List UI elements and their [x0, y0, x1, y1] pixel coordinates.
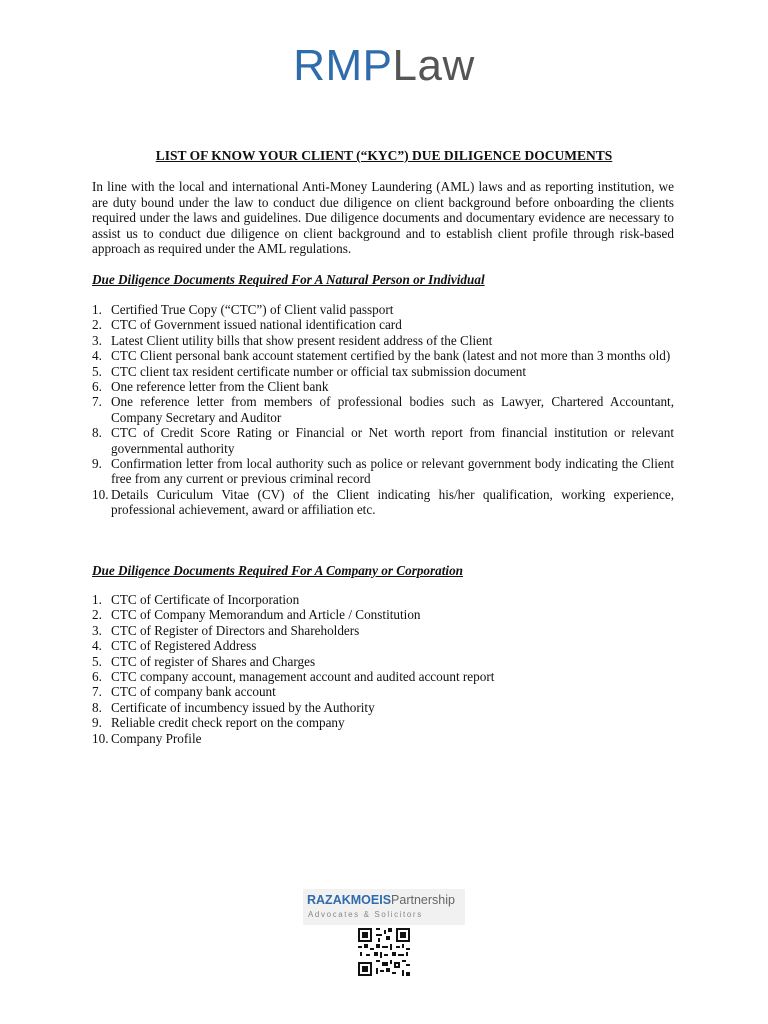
list-item — [92, 592, 674, 607]
list-item — [92, 317, 674, 332]
list-item-number: 9. — [92, 456, 102, 472]
list-item — [92, 364, 674, 379]
list-item-number: 4. — [92, 348, 102, 364]
list-item — [92, 348, 674, 363]
list-item-text: CTC client tax resident certificate number or official tax submission document — [111, 363, 527, 379]
list-item-number: 7. — [92, 684, 102, 700]
razakmoeis-logo — [303, 889, 465, 925]
list-item — [92, 731, 674, 746]
list-item-text: CTC of Credit Score Rating or Financial or Net worth report from financial institution or relevant governmental authority — [111, 425, 674, 456]
list-item — [92, 425, 674, 456]
list-item — [92, 700, 674, 715]
logo-law: Law — [392, 41, 475, 90]
list-item-text: CTC company account, management account and audited account report — [111, 669, 495, 685]
list-item-number: 8. — [92, 425, 102, 441]
list-item — [92, 684, 674, 699]
list-item-text: Certified True Copy (“CTC”) of Client valid passport — [111, 302, 394, 317]
logo-rmp: RMP — [293, 41, 393, 90]
list-item — [92, 456, 674, 487]
firm-name-bold: RAZAKMOEIS — [307, 893, 392, 907]
list-item-text: Confirmation letter from local authority such as police or relevant government body indicating the Client free from any current or previous criminal record — [111, 456, 674, 487]
firm-subtitle: Advocates & Solicitors — [308, 910, 423, 919]
list-item-number: 5. — [92, 363, 102, 379]
list-item — [92, 607, 674, 622]
list-item — [92, 715, 674, 730]
list-item — [92, 623, 674, 638]
rmplaw-logo — [0, 40, 768, 92]
section-heading-company: Due Diligence Documents Required For A Company or Corporation — [92, 563, 463, 578]
list-item-text: CTC of Government issued national identification card — [111, 317, 402, 333]
list-item-text: Details Curiculum Vitae (CV) of the Client indicating his/her qualification, working experience, professional achievement, award or affiliation etc. — [111, 486, 674, 518]
list-item-text: CTC of Registered Address — [111, 638, 257, 654]
qr-code-icon — [358, 928, 410, 976]
list-item-text: CTC of Company Memorandum and Article / Constitution — [111, 607, 421, 623]
list-item-number: 7. — [92, 394, 102, 410]
list-item — [92, 333, 674, 348]
list-item-number: 4. — [92, 638, 102, 654]
list-item-number: 10. — [92, 486, 109, 502]
list-item-text: CTC of Register of Directors and Shareholders — [111, 622, 360, 638]
list-item-number: 1. — [92, 592, 102, 607]
intro-paragraph: In line with the local and international Anti-Money Laundering (AML) laws and as reporting institution, we are duty bound under the law to conduct due diligence on client background before onboarding the clients required under the laws and guidelines. Due diligence documents and documentary evidence are necessary to assist us to conduct due diligence on client background and to establish client profile through risk-based approach as required under the AML regulations. — [92, 179, 674, 256]
list-item — [92, 302, 674, 317]
section-heading-individual: Due Diligence Documents Required For A Natural Person or Individual — [92, 272, 485, 287]
list-item-number: 8. — [92, 699, 102, 715]
list-item — [92, 654, 674, 669]
list-item-number: 6. — [92, 669, 102, 685]
list-item — [92, 487, 674, 518]
list-item-number: 1. — [92, 302, 102, 317]
list-item-text: Latest Client utility bills that show present resident address of the Client — [111, 332, 493, 348]
company-documents-list — [92, 592, 674, 746]
list-item-text: CTC Client personal bank account statement certified by the bank (latest and not more than 3 months old) — [111, 348, 671, 364]
list-item-number: 2. — [92, 317, 102, 333]
list-item-text: Certificate of incumbency issued by the Authority — [111, 699, 375, 715]
firm-name-light: Partnership — [391, 893, 455, 907]
list-item-text: Company Profile — [111, 730, 202, 746]
list-item-number: 9. — [92, 715, 102, 731]
list-item-text: One reference letter from the Client bank — [111, 379, 329, 395]
list-item-number: 3. — [92, 332, 102, 348]
list-item — [92, 638, 674, 653]
list-item — [92, 669, 674, 684]
list-item-number: 10. — [92, 730, 109, 746]
list-item — [92, 394, 674, 425]
list-item-number: 6. — [92, 379, 102, 395]
list-item-number: 2. — [92, 607, 102, 623]
list-item-number: 5. — [92, 653, 102, 669]
document-title: LIST OF KNOW YOUR CLIENT (“KYC”) DUE DILIGENCE DOCUMENTS — [155, 148, 613, 163]
individual-documents-list — [92, 302, 674, 518]
list-item-text: CTC of Certificate of Incorporation — [111, 592, 300, 607]
list-item-number: 3. — [92, 622, 102, 638]
list-item-text: CTC of company bank account — [111, 684, 276, 700]
list-item-text: CTC of register of Shares and Charges — [111, 653, 316, 669]
list-item-text: One reference letter from members of professional bodies such as Lawyer, Chartered Accountant, Company Secretary and Auditor — [111, 394, 674, 425]
list-item — [92, 379, 674, 394]
list-item-text: Reliable credit check report on the company — [111, 715, 345, 731]
